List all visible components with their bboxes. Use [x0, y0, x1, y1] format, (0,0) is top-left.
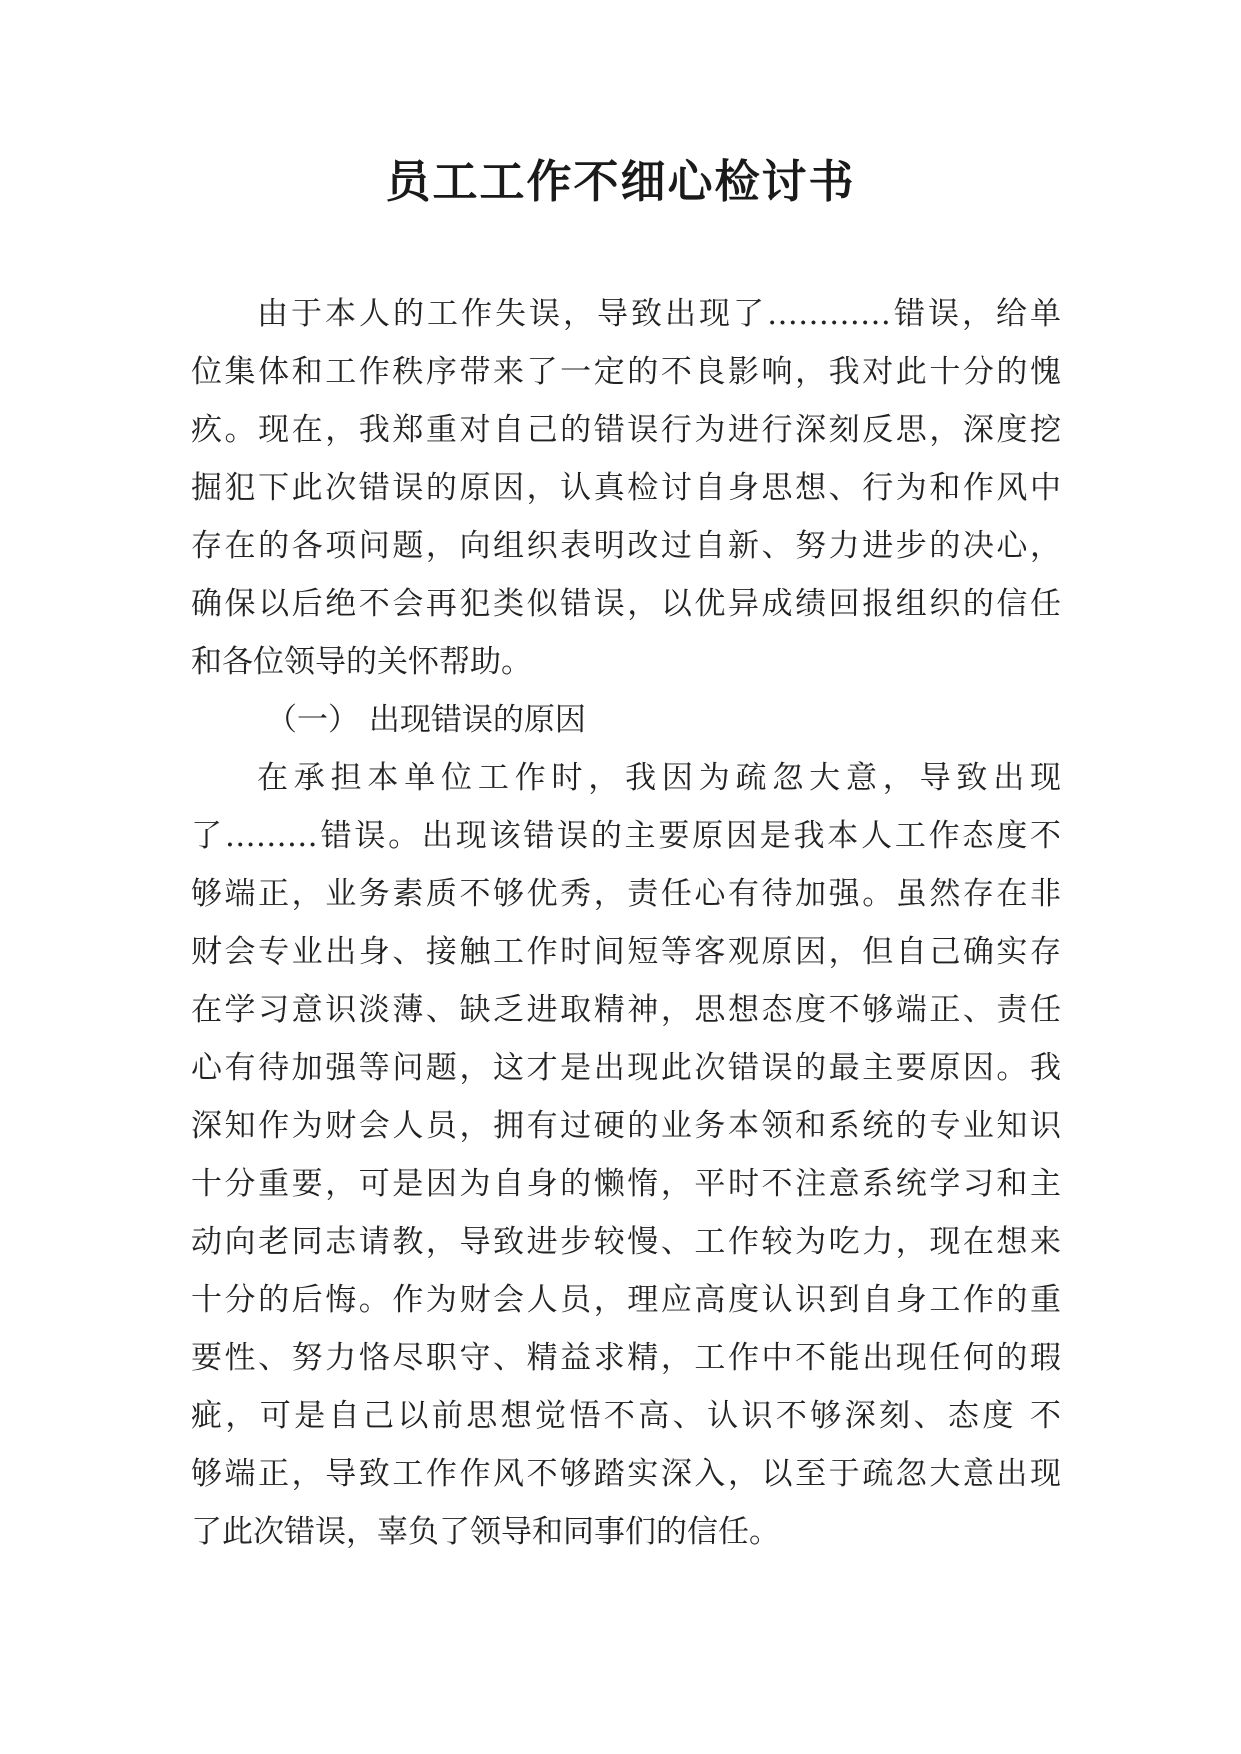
- paragraph-2-line: 要性、努力恪尽职守、精益求精，工作中不能出现任何的瑕: [191, 1340, 1061, 1376]
- document-body: [191, 285, 1061, 1561]
- paragraph-2-line: 够端正，业务素质不够优秀，责任心有待加强。虽然存在非: [191, 876, 1061, 912]
- paragraph-2-line: 深知作为财会人员，拥有过硬的业务本领和系统的专业知识: [191, 1108, 1061, 1144]
- paragraph-2-line: 了………错误。出现该错误的主要原因是我本人工作态度不: [191, 818, 1061, 854]
- paragraph-2-line: 了此次错误，辜负了领导和同事们的信任。: [191, 1514, 780, 1550]
- paragraph-2-line: 够端正，导致工作作风不够踏实深入，以至于疏忽大意出现: [191, 1456, 1061, 1492]
- paragraph-1-line: 掘犯下此次错误的原因，认真检讨自身思想、行为和作风中: [191, 470, 1061, 506]
- paragraph-1-line: 疚。现在，我郑重对自己的错误行为进行深刻反思，深度挖: [191, 412, 1061, 448]
- paragraph-2-line: 在学习意识淡薄、缺乏进取精神，思想态度不够端正、责任: [191, 992, 1061, 1028]
- paragraph-2-line: 十分重要，可是因为自身的懒惰，平时不注意系统学习和主: [191, 1166, 1061, 1202]
- paragraph-1-line: 和各位领导的关怀帮助。: [191, 644, 532, 680]
- section-heading: （一） 出现错误的原因: [266, 702, 586, 738]
- paragraph-2-line: 十分的后悔。作为财会人员，理应高度认识到自身工作的重: [191, 1282, 1061, 1318]
- paragraph-1-line: 由于本人的工作失误，导致出现了…………错误，给单: [257, 296, 1061, 332]
- paragraph-2-line: 在承担本单位工作时，我因为疏忽大意，导致出现: [257, 760, 1061, 796]
- paragraph-1-line: 存在的各项问题，向组织表明改过自新、努力进步的决心，: [191, 528, 1061, 564]
- paragraph-2-line: 疵，可是自己以前思想觉悟不高、认识不够深刻、态度 不: [191, 1398, 1061, 1434]
- document-title: 员工工作不细心检讨书: [385, 155, 856, 208]
- paragraph-2-line: 财会专业出身、接触工作时间短等客观原因，但自己确实存: [191, 934, 1061, 970]
- paragraph-2-line: 心有待加强等问题，这才是出现此次错误的最主要原因。我: [191, 1050, 1061, 1086]
- paragraph-2-line: 动向老同志请教，导致进步较慢、工作较为吃力，现在想来: [191, 1224, 1061, 1260]
- paragraph-1-line: 位集体和工作秩序带来了一定的不良影响，我对此十分的愧: [191, 354, 1061, 390]
- paragraph-1-line: 确保以后绝不会再犯类似错误，以优异成绩回报组织的信任: [191, 586, 1061, 622]
